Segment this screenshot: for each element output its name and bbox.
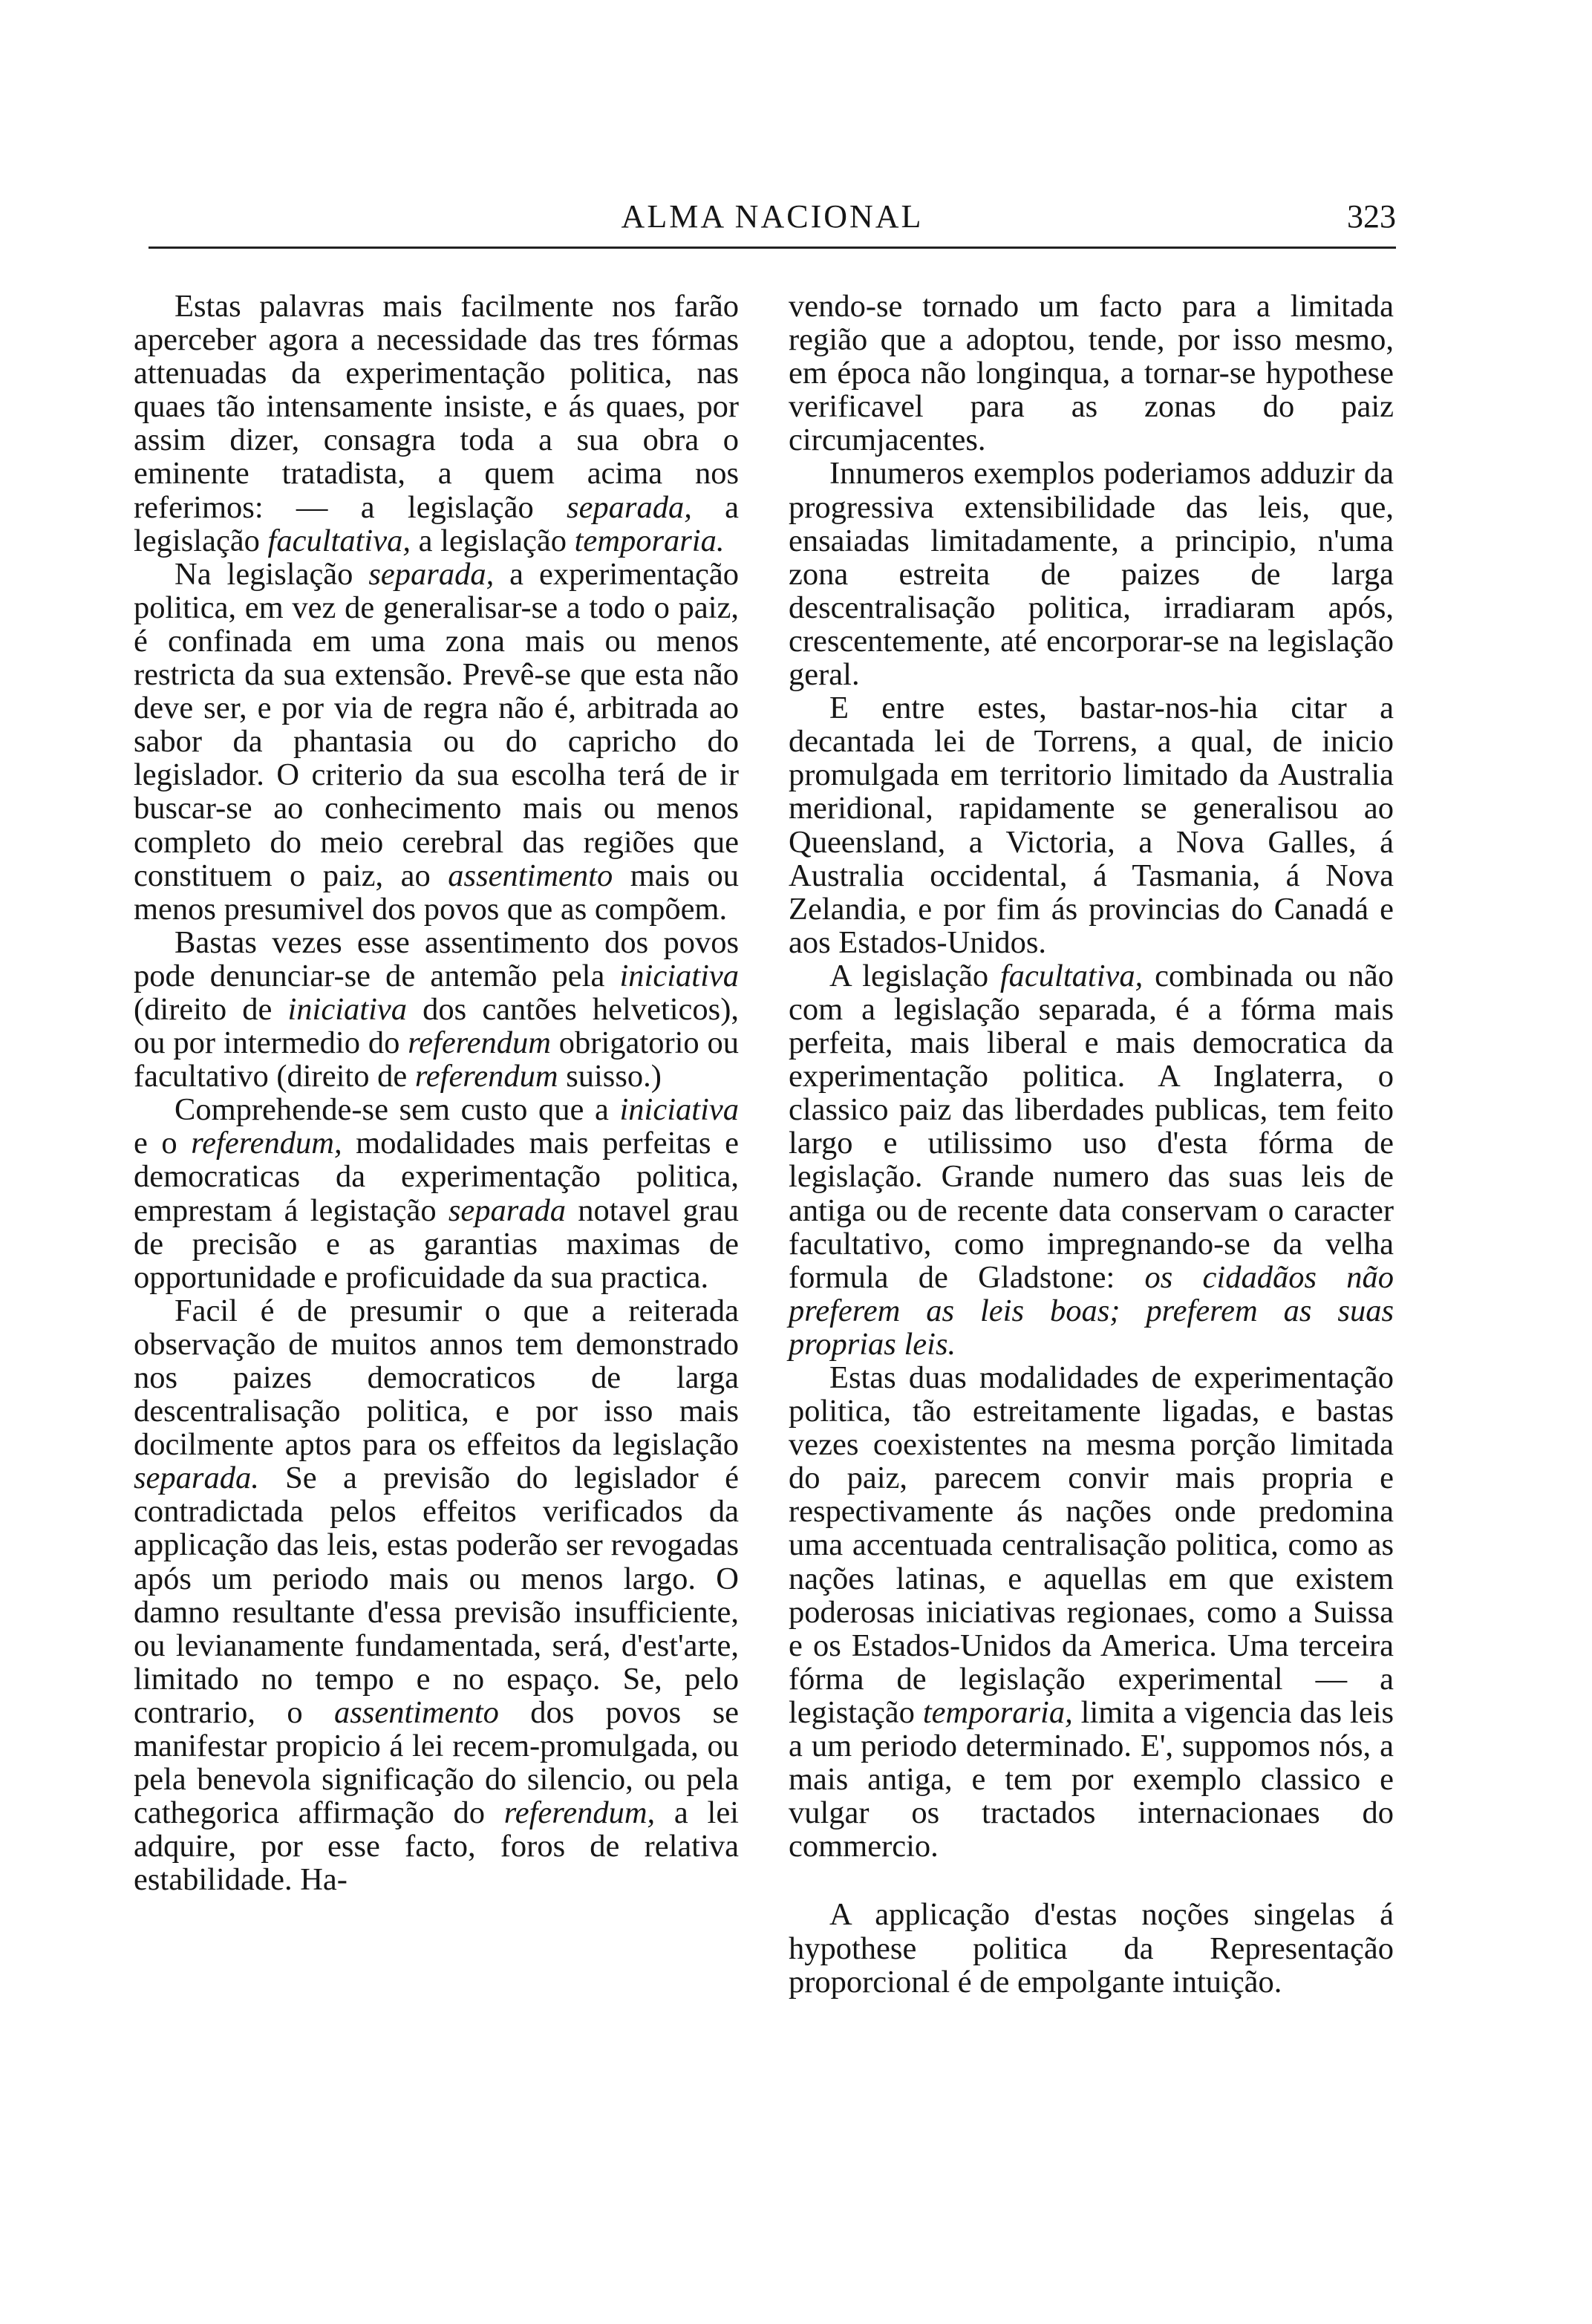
paragraph: E entre estes, bastar-nos-hia citar a decantada lei de Torrens, a qual, de inicio promulgada em territorio limitado da Australia meridional, rapidamente se generalisou ao Queensland, a Victoria, a Nova Galles, á Australia occidental, á Tasmania, á Nova Zelandia, e por fim ás provincias do Canadá e aos Estados-Unidos. xyxy=(789,691,1394,960)
italic-text: referendum xyxy=(408,1025,551,1061)
italic-text: assentimento xyxy=(448,858,613,893)
italic-text: referendum, xyxy=(191,1126,342,1161)
text-run: Estas duas modalidades de experimentação politica, tão estreitamente ligadas, e bastas vezes coexistentes na mesma porção limitada do paiz, parecem convir mais propria e respectivamente ás nações onde predomina uma accentuada centralisação politica, como as nações latinas, e aquellas em que existem poderosas iniciativas regionaes, como a Suissa e os Estados-Unidos da America. Uma terceira fórma de legislação experimental — a legistação xyxy=(789,1360,1394,1730)
text-run: dos cantões helveticos), ou por intermedio do xyxy=(134,991,739,1061)
italic-text: iniciativa xyxy=(619,958,739,993)
italic-text: assentimento xyxy=(334,1694,499,1730)
text-run: Comprehende-se sem custo que a xyxy=(174,1092,620,1128)
text-run: suisso.) xyxy=(558,1059,662,1094)
italic-text: facultativa, xyxy=(999,958,1144,993)
paragraph xyxy=(134,1093,739,1294)
paragraph: vendo-se tornado um facto para a limitada região que a adoptou, tende, por isso mesmo, em época não longinqua, a tornar-se hypothese verificavel para as zonas do paiz circumjacentes. xyxy=(789,289,1394,458)
paragraph: A applicação d'estas noções singelas á hypothese politica da Representação proporcional é de empolgante intuição. xyxy=(789,1897,1394,2000)
italic-text: iniciativa xyxy=(287,991,408,1027)
italic-text: separada. xyxy=(134,1460,259,1496)
italic-text: referendum xyxy=(414,1059,558,1094)
paragraph xyxy=(789,959,1394,1361)
italic-quote: os cidadãos não preferem as leis boas; preferem as suas proprias leis. xyxy=(789,1259,1394,1362)
left-column xyxy=(134,290,739,1897)
text-run: combinada ou não com a legislação separada, é a fórma mais perfeita, mais liberal e mais democratica da experimentação politica. A Inglaterra, o classico paiz das liberdades publicas, tem feito largo e utilissimo uso d'esta fórma de legislação. Grande numero das suas leis de antiga ou de recente data conservam o caracter facultativo, como impregnando-se da velha formula de Gladstone: xyxy=(789,958,1394,1295)
text-run: Na legislação xyxy=(174,556,369,592)
italic-text: separada, xyxy=(567,489,692,525)
paragraph: Innumeros exemplos poderiamos adduzir da progressiva extensibilidade das leis, que, ensaiadas limitadamente, a principio, n'uma zona estreita de paizes de larga descentralisação politica, irradiaram após, crescentemente, até encorporar-se na legislação geral. xyxy=(789,456,1394,693)
paragraph xyxy=(134,558,739,926)
italic-text: separada xyxy=(448,1192,567,1228)
text-run: a experimentação politica, em vez de generalisar-se a todo o paiz, é confinada em uma zona mais ou menos restricta da sua extensão. Prevê-se que esta não deve ser, e por via de regra não é, arbitrada ao sabor da phantasia ou do capricho do legislador. O criterio da sua escolha terá de ir buscar-se ao conhecimento mais ou menos completo do meio cerebral das regiões que constituem o paiz, ao xyxy=(134,556,739,893)
text-run: dos povos se manifestar propicio á lei recem-promulgada, ou pela benevola significação do silencio, ou pela cathegorica affirmação do xyxy=(134,1694,739,1831)
italic-text: temporaria. xyxy=(574,523,725,558)
text-run: mais ou menos presumivel dos povos que as compõem. xyxy=(134,858,739,927)
italic-text: iniciativa xyxy=(619,1092,739,1128)
header-rule xyxy=(149,247,1396,249)
text-run: limita a vigencia das leis a um periodo determinado. E', suppomos nós, a mais antiga, e tem por exemplo classico e vulgar os tractados internacionaes do commercio. xyxy=(789,1694,1394,1864)
text-run: Bastas vezes esse assentimento dos povos pode denunciar-se de antemão pela xyxy=(134,924,739,993)
paragraph xyxy=(134,1294,739,1897)
running-title: ALMA NACIONAL xyxy=(621,198,924,235)
text-run: a legislação xyxy=(410,523,575,558)
text-run: e o xyxy=(134,1126,192,1161)
right-column xyxy=(789,290,1394,1999)
italic-text: facultativa, xyxy=(267,523,411,558)
text-run: Se a previsão do legislador é contradictada pelos effeitos verificados da applicação das leis, estas poderão ser revogadas após um periodo mais ou menos largo. O damno resultante d'essa previsão insufficiente, ou levianamente fundamentada, será, d'est'arte, limitado no tempo e no espaço. Se, pelo contrario, o xyxy=(134,1460,739,1730)
paragraph xyxy=(789,1361,1394,1863)
page-number: 323 xyxy=(1347,198,1396,235)
paragraph xyxy=(134,290,739,558)
text-run: modalidades mais perfeitas e democraticas da experimentação politica, emprestam á legistação xyxy=(134,1126,739,1228)
paragraph xyxy=(134,926,739,1093)
text-run: notavel grau de precisão e as garantias maximas de opportunidade e proficuidade da sua practica. xyxy=(134,1192,739,1295)
text-run: obrigatorio ou facultativo (direito de xyxy=(134,1025,740,1094)
text-run: Facil é de presumir o que a reiterada observação de muitos annos tem demonstrado nos paizes democraticos de larga descentralisação politica, e por isso mais docilmente aptos para os effeitos da legislação xyxy=(134,1293,739,1463)
italic-text: separada, xyxy=(368,556,495,592)
italic-text: temporaria, xyxy=(922,1694,1073,1730)
italic-text: referendum, xyxy=(503,1795,656,1831)
text-run: Estas palavras mais facilmente nos farão aperceber agora a necessidade das tres fórmas attenuadas da experimentação politica, nas quaes tão intensamente insiste, e ás quaes, por assim dizer, consagra toda a sua obra o eminente tratadista, a quem acima nos referimos: — a legislação xyxy=(134,289,739,525)
page-header xyxy=(149,195,1396,254)
text-run: A legislação xyxy=(829,958,1000,993)
text-run: a lei adquire, por esse facto, foros de relativa estabilidade. Ha- xyxy=(134,1795,739,1898)
text-run: (direito de xyxy=(134,991,288,1027)
text-run: a legislação xyxy=(134,489,739,558)
